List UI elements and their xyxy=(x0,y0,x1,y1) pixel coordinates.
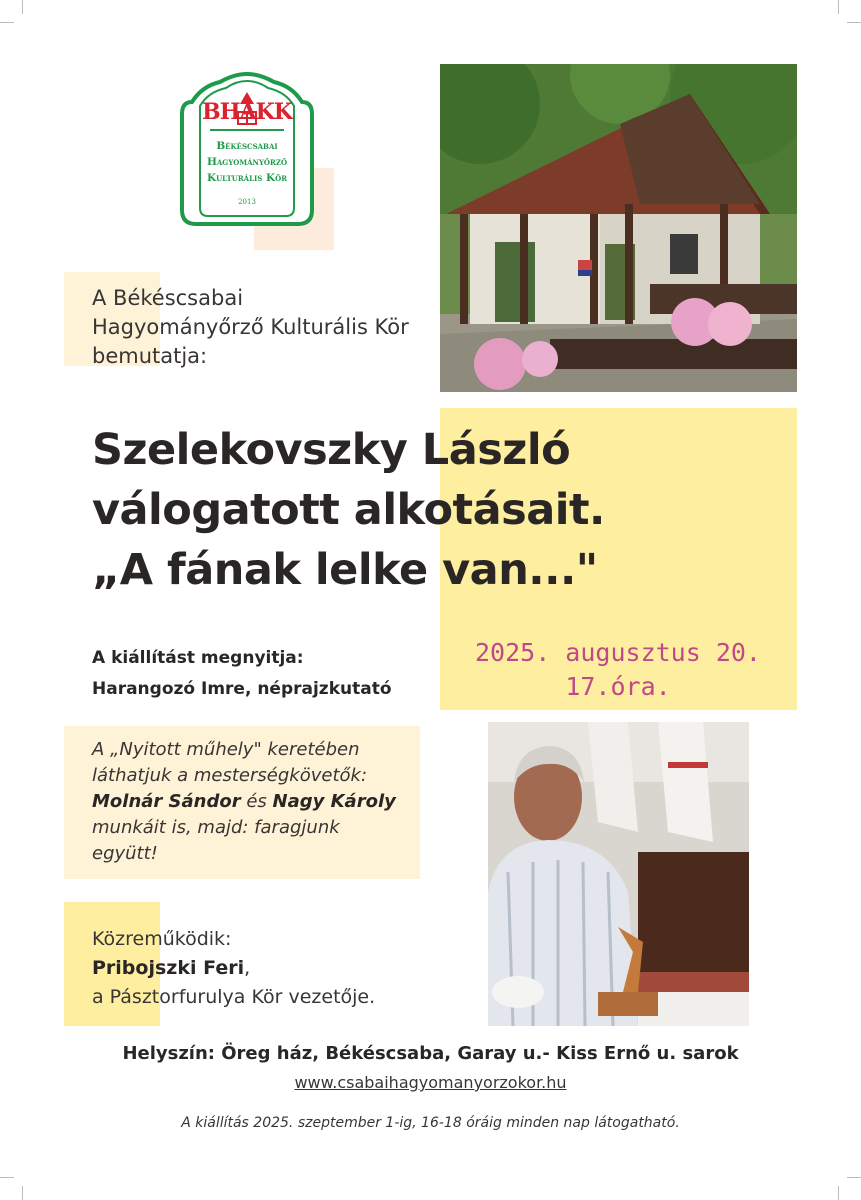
crop-mark xyxy=(847,22,861,23)
date-time: 17.óra. xyxy=(565,672,671,701)
exhibition-title xyxy=(92,420,792,600)
title-line-2: válogatott alkotásait. xyxy=(92,485,605,535)
crop-mark xyxy=(0,22,14,23)
crop-mark xyxy=(0,1177,14,1178)
venue-text: Helyszín: Öreg ház, Békéscsaba, Garay u.- Kiss Ernő u. sarok xyxy=(122,1043,739,1064)
coop-label: Közreműködik: xyxy=(92,928,232,950)
title-line-1: Szelekovszky László xyxy=(92,425,571,475)
intro-line-2: Hagyományőrző Kulturális Kör xyxy=(92,315,409,339)
visiting-note: A kiállítás 2025. szeptember 1-ig, 16-18 óráig minden nap látogatható. xyxy=(181,1115,680,1131)
opening-info xyxy=(92,643,392,705)
workshop-line-4: munkáit is, majd: faragjunk xyxy=(92,817,340,838)
coop-comma: , xyxy=(244,957,251,979)
logo-line1: Békéscsabai xyxy=(216,140,278,152)
coop-role: a Pásztorfurulya Kör vezetője. xyxy=(92,986,376,1008)
crop-mark xyxy=(22,1186,23,1200)
opening-speaker: Harangozó Imre, néprajzkutató xyxy=(92,679,392,699)
logo-line3: Kulturális Kör xyxy=(206,172,288,184)
crop-mark xyxy=(838,0,839,14)
logo-line2: Hagyományőrző xyxy=(206,156,288,168)
workshop-line-1: A „Nyitott műhely" keretében xyxy=(92,739,360,760)
intro-text xyxy=(92,284,442,371)
logo-year: 2013 xyxy=(238,198,256,206)
workshop-and: és xyxy=(240,791,273,812)
craftsman-photo xyxy=(488,722,749,1026)
house-photo xyxy=(440,64,797,392)
workshop-names xyxy=(92,789,422,815)
workshop-text xyxy=(92,737,422,867)
event-date xyxy=(440,636,796,704)
intro-line-1: A Békéscsabai xyxy=(92,286,244,310)
opening-label: A kiállítást megnyitja: xyxy=(92,648,304,668)
bhakk-logo xyxy=(178,72,316,228)
website-link[interactable]: www.csabaihagyomanyorzokor.hu xyxy=(294,1073,567,1092)
workshop-name-2: Nagy Károly xyxy=(272,791,396,812)
date-day: 2025. augusztus 20. xyxy=(475,638,761,667)
crop-mark xyxy=(838,1186,839,1200)
intro-line-3: bemutatja: xyxy=(92,344,208,368)
workshop-name-1: Molnár Sándor xyxy=(92,791,241,812)
cooperation-text xyxy=(92,925,422,1012)
title-line-3: „A fának lelke van..." xyxy=(92,545,598,595)
crop-mark xyxy=(847,1177,861,1178)
logo-abbr: BHAKK xyxy=(202,99,292,125)
crop-mark xyxy=(22,0,23,14)
coop-performer xyxy=(92,954,422,983)
workshop-line-2: láthatjuk a mesterségkövetők: xyxy=(92,765,368,786)
coop-name: Pribojszki Feri xyxy=(92,957,245,979)
workshop-line-5: együtt! xyxy=(92,843,158,864)
